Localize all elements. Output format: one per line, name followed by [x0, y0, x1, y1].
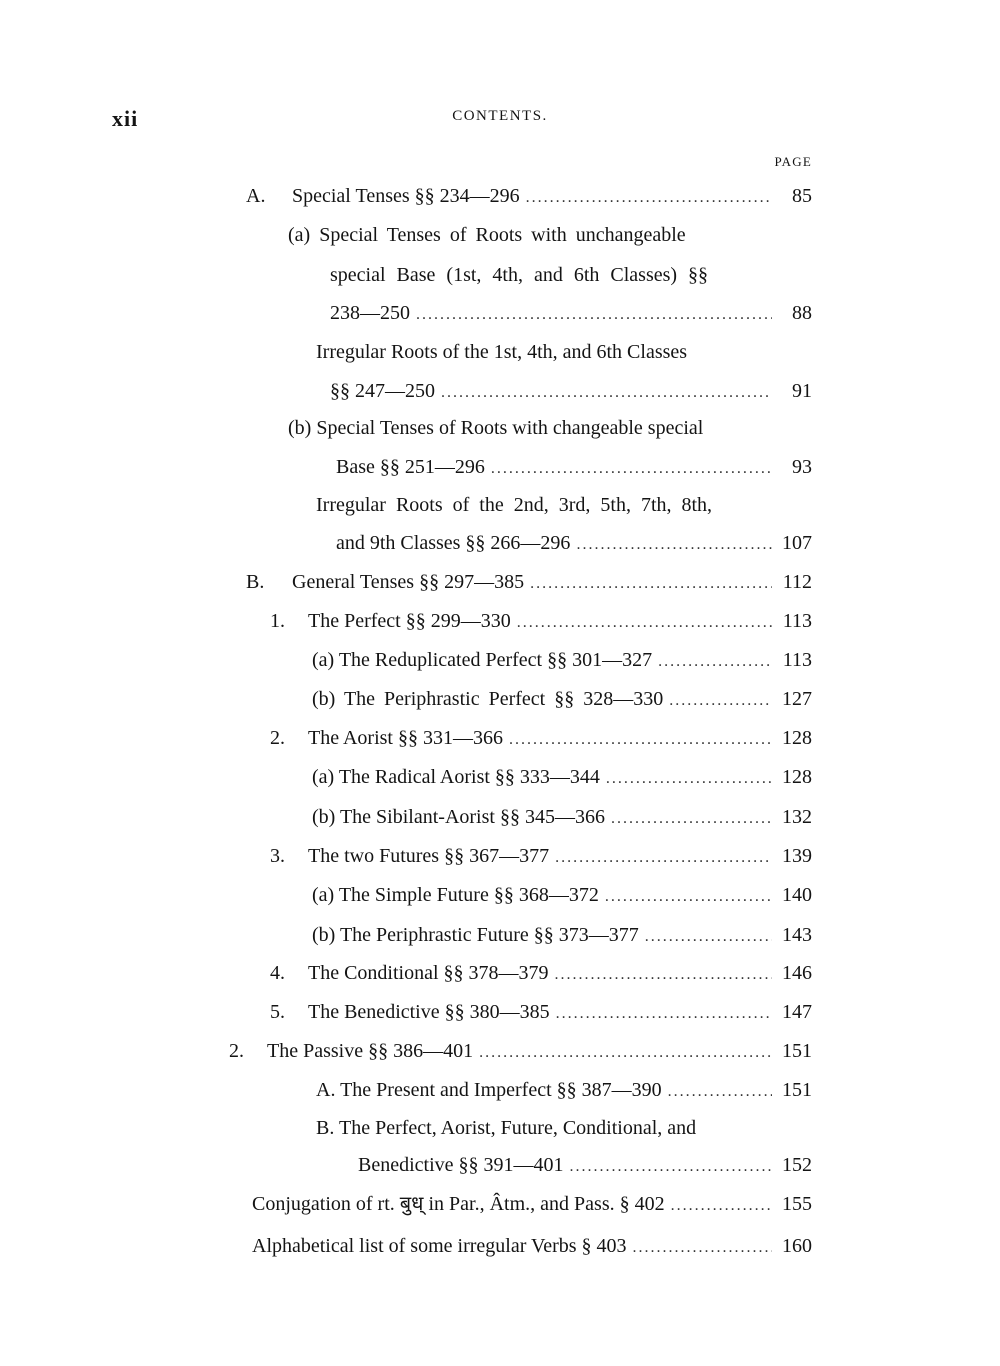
- toc-entry-line: (a) Special Tenses of Roots with unchangeable: [288, 224, 686, 246]
- entry-page: 151: [782, 1079, 812, 1101]
- dot-leader: [491, 454, 772, 484]
- toc-entry: [330, 298, 812, 328]
- toc-entry: [270, 723, 812, 753]
- entry-page: 140: [782, 884, 812, 906]
- entry-number: 1.: [270, 610, 285, 632]
- entry-page: 113: [782, 649, 812, 671]
- dot-leader: [669, 686, 772, 716]
- entry-page: 139: [782, 845, 812, 867]
- toc-entry: [246, 567, 812, 597]
- entry-number: A.: [246, 185, 266, 207]
- toc-entry-line: Irregular Roots of the 2nd, 3rd, 5th, 7th, 8th,: [316, 494, 713, 516]
- entry-page: 146: [782, 962, 812, 984]
- entry-title: Conjugation of rt. बुध् in Par., Âtm., and Pass. § 402: [252, 1193, 665, 1215]
- entry-title: The Benedictive §§ 380—385: [308, 1001, 550, 1023]
- dot-leader: [668, 1077, 772, 1107]
- toc-entry: [336, 528, 812, 558]
- dot-leader: [441, 378, 772, 408]
- toc-entry: [312, 880, 812, 910]
- dot-leader: [517, 608, 772, 638]
- dot-leader: [479, 1038, 772, 1068]
- dot-leader: [530, 569, 772, 599]
- toc-entry-line: Irregular Roots of the 1st, 4th, and 6th Classes: [316, 341, 688, 363]
- entry-title: The Passive §§ 386—401: [267, 1040, 474, 1062]
- entry-page: 107: [782, 532, 812, 554]
- entry-title: (a) The Simple Future §§ 368—372: [312, 884, 599, 906]
- entry-page: 85: [792, 185, 812, 207]
- toc-entry: [229, 1036, 812, 1066]
- toc-entry: [336, 452, 812, 482]
- entry-title: §§ 247—250: [330, 380, 435, 402]
- entry-title: Special Tenses §§ 234—296: [292, 185, 520, 207]
- entry-title: and 9th Classes §§ 266—296: [336, 532, 571, 554]
- dot-leader: [671, 1191, 772, 1221]
- entry-number: 5.: [270, 1001, 285, 1023]
- dot-leader: [526, 183, 772, 213]
- toc-entry: [312, 920, 812, 950]
- dot-leader: [556, 999, 772, 1029]
- running-head: CONTENTS.: [452, 108, 548, 124]
- toc-entry: [270, 606, 812, 636]
- entry-page: 113: [782, 610, 812, 632]
- entry-title: Alphabetical list of some irregular Verbs § 403: [252, 1235, 627, 1257]
- toc-entry-line: special Base (1st, 4th, and 6th Classes) §§: [330, 264, 709, 286]
- dot-leader: [645, 922, 772, 952]
- entry-page: 143: [782, 924, 812, 946]
- dot-leader: [611, 804, 772, 834]
- toc-entry: [312, 684, 812, 714]
- entry-page: 160: [782, 1235, 812, 1257]
- entry-title: The Perfect §§ 299—330: [308, 610, 511, 632]
- entry-title: Base §§ 251—296: [336, 456, 485, 478]
- entry-title: A. The Present and Imperfect §§ 387—390: [316, 1079, 662, 1101]
- dot-leader: [555, 843, 772, 873]
- toc-entry: [312, 645, 812, 675]
- entry-title: (b) The Periphrastic Future §§ 373—377: [312, 924, 639, 946]
- entry-page: 147: [782, 1001, 812, 1023]
- toc-entry: [312, 762, 812, 792]
- entry-title: (a) The Reduplicated Perfect §§ 301—327: [312, 649, 653, 671]
- page-column-label: PAGE: [774, 154, 812, 169]
- toc-entry: [358, 1150, 812, 1180]
- entry-page: 127: [782, 688, 812, 710]
- entry-title: The two Futures §§ 367—377: [308, 845, 550, 867]
- toc-entry: [270, 841, 812, 871]
- entry-title: (b) The Sibilant-Aorist §§ 345—366: [312, 806, 605, 828]
- toc-entry-line: (b) Special Tenses of Roots with changeable special: [288, 417, 704, 439]
- entry-number: 2.: [229, 1040, 244, 1062]
- entry-page: 151: [782, 1040, 812, 1062]
- entry-page: 91: [792, 380, 812, 402]
- entry-page: 112: [782, 571, 812, 593]
- entry-page: 128: [782, 766, 812, 788]
- entry-page: 152: [782, 1154, 812, 1176]
- dot-leader: [555, 960, 772, 990]
- entry-page: 155: [782, 1193, 812, 1215]
- entry-title: The Aorist §§ 331—366: [308, 727, 503, 749]
- entry-title: Benedictive §§ 391—401: [358, 1154, 564, 1176]
- dot-leader: [605, 882, 772, 912]
- entry-title: The Conditional §§ 378—379: [308, 962, 549, 984]
- toc-entry: [252, 1189, 812, 1219]
- toc-entry-line: B. The Perfect, Aorist, Future, Conditional, and: [316, 1117, 697, 1139]
- dot-leader: [416, 300, 772, 330]
- entry-page: 88: [792, 302, 812, 324]
- dot-leader: [576, 530, 772, 560]
- toc-entry: [252, 1231, 812, 1261]
- page-number: xii: [112, 106, 139, 131]
- dot-leader: [509, 725, 772, 755]
- dot-leader: [606, 764, 772, 794]
- toc-entry: [270, 997, 812, 1027]
- entry-number: 4.: [270, 962, 285, 984]
- dot-leader: [570, 1152, 772, 1182]
- entry-page: 128: [782, 727, 812, 749]
- toc-entry: [316, 1075, 812, 1105]
- entry-number: B.: [246, 571, 265, 593]
- toc-entry: [312, 802, 812, 832]
- entry-page: 93: [792, 456, 812, 478]
- entry-page: 132: [782, 806, 812, 828]
- dot-leader: [658, 647, 772, 677]
- toc-entry: [330, 376, 812, 406]
- entry-title: (a) The Radical Aorist §§ 333—344: [312, 766, 600, 788]
- entry-number: 2.: [270, 727, 285, 749]
- entry-title: (b) The Periphrastic Perfect §§ 328—330: [312, 688, 664, 710]
- entry-title: 238—250: [330, 302, 410, 324]
- toc-entry: [246, 181, 812, 211]
- dot-leader: [633, 1233, 772, 1263]
- entry-title: General Tenses §§ 297—385: [292, 571, 525, 593]
- entry-number: 3.: [270, 845, 285, 867]
- toc-entry: [270, 958, 812, 988]
